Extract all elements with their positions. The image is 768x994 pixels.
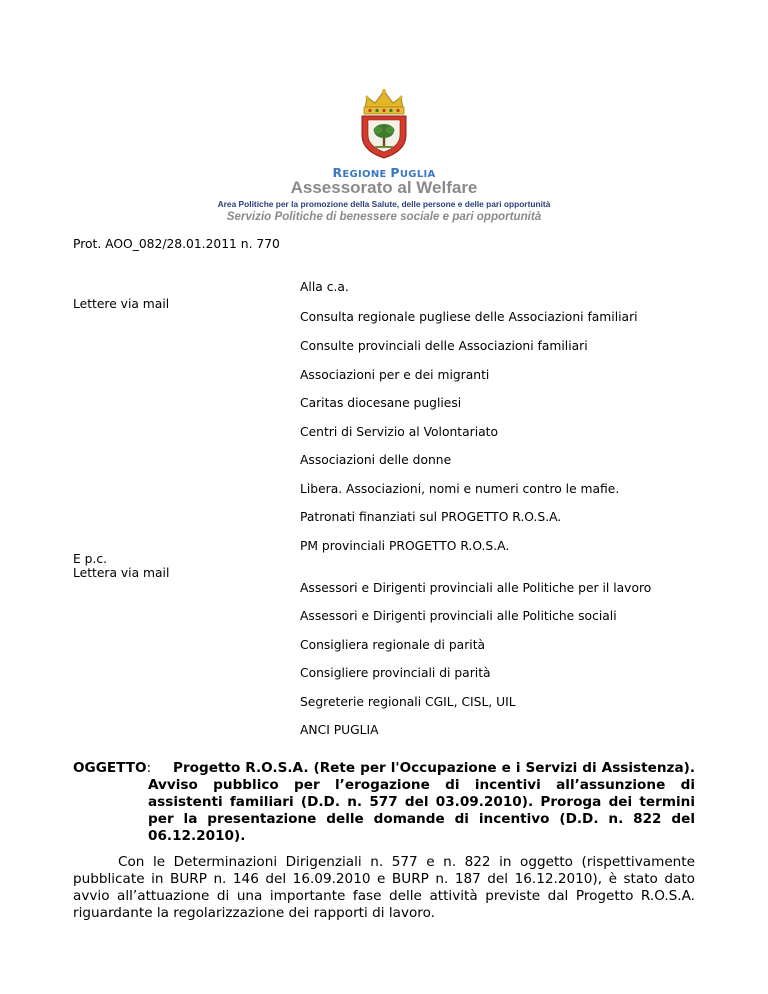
recipient-item: Associazioni delle donne	[300, 453, 452, 467]
cc-recipient-item: Assessori e Dirigenti provinciali alle Politiche sociali	[300, 609, 617, 623]
subject-label: OGGETTO	[73, 760, 147, 776]
recipient-item: Patronati finanziati sul PROGETTO R.O.S.A.	[300, 510, 562, 524]
cc-recipient-item: Consigliera regionale di parità	[300, 638, 486, 652]
recipient-item: PM provinciali PROGETTO R.O.S.A.	[300, 539, 510, 553]
recipient-item: Libera. Associazioni, nomi e numeri contro le mafie.	[300, 482, 620, 496]
region-rest-2: UGLIA	[399, 169, 436, 180]
region-initial-2: P	[390, 165, 400, 180]
body-paragraph: Con le Determinazioni Dirigenziali n. 577 e n. 822 in oggetto (rispettivamente pubblicate in BURP n. 146 del 16.09.2010 e BURP n. 187 del 16.12.2010), è stato dato avvio all’attuazione di una importante fase delle attività previste dal Progetto R.O.S.A. riguardante la regolarizzazione dei rapporti di lavoro.	[73, 854, 695, 921]
region-initial-1: R	[332, 165, 343, 180]
recipient-item: Consulta regionale pugliese delle Associazioni familiari	[300, 310, 638, 324]
cc-recipient-item: ANCI PUGLIA	[300, 723, 379, 737]
protocol-number: Prot. AOO_082/28.01.2011 n. 770	[73, 237, 280, 251]
recipient-item: Associazioni per e dei migranti	[300, 368, 490, 382]
subject-text: Progetto R.O.S.A. (Rete per l'Occupazione e i Servizi di Assistenza). Avviso pubblico per l’erogazione di incentivi all’assunzione di assistenti familiari (D.D. n. 577 del 03.09.2010). Proroga dei termini per la presentazione delle domande di incentivo (D.D. n. 822 del 06.12.2010).	[148, 760, 695, 844]
subject-colon: :	[146, 760, 152, 776]
cc-recipient-item: Assessori e Dirigenti provinciali alle Politiche per il lavoro	[300, 581, 652, 595]
area-subtitle: Area Politiche per la promozione della Salute, delle persone e delle pari opportunità	[217, 199, 551, 209]
servizio-subtitle: Servizio Politiche di benessere sociale e pari opportunità	[226, 210, 542, 223]
region-rest-1: EGIONE	[342, 169, 391, 180]
recipient-item: Centri di Servizio al Volontariato	[300, 425, 498, 439]
recipient-item: Consulte provinciali delle Associazioni familiari	[300, 339, 588, 353]
cc-label: E p.c.	[73, 552, 108, 566]
attention-label: Alla c.a.	[300, 280, 349, 294]
cc-recipient-item: Segreterie regionali CGIL, CISL, UIL	[300, 695, 516, 709]
recipient-item: Caritas diocesane pugliesi	[300, 396, 462, 410]
delivery-method-label: Lettere via mail	[73, 297, 170, 311]
cc-recipient-item: Consigliere provinciali di parità	[300, 666, 491, 680]
assessorato-title: Assessorato al Welfare	[290, 178, 478, 197]
regione-puglia-crest-icon	[355, 83, 413, 159]
delivery-method-label-2: Lettera via mail	[73, 566, 170, 580]
